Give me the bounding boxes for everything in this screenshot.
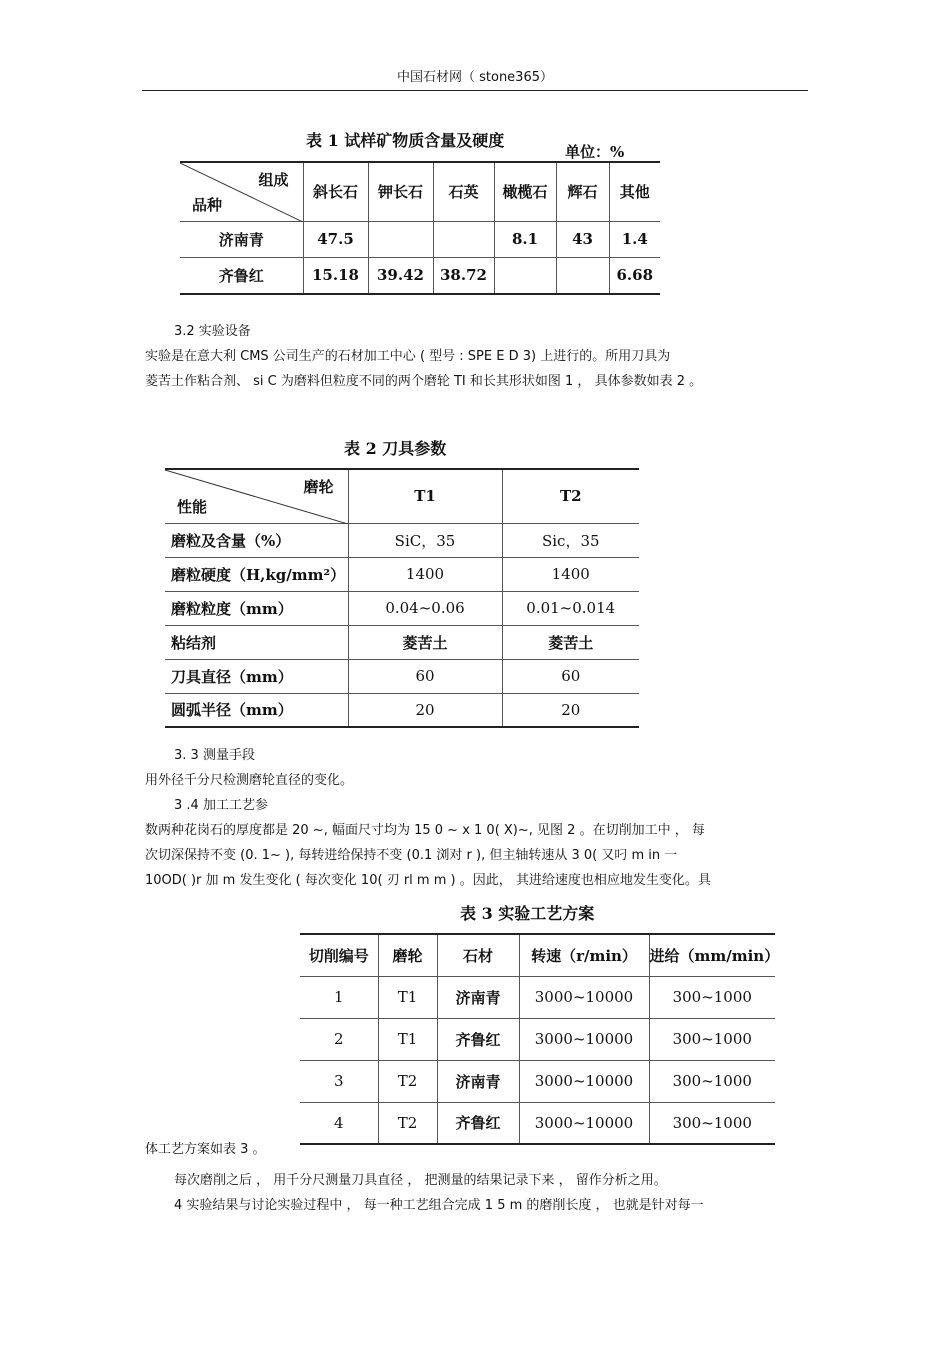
table2-cell: 0.01~0.014: [502, 591, 639, 625]
table3-cell: 3000~10000: [519, 1018, 649, 1060]
table-row: [165, 523, 639, 557]
table3-col-header: 进给（mm/min）: [649, 934, 775, 976]
table3-col-header: 石材: [437, 934, 519, 976]
table1-corner-cell: [180, 162, 303, 221]
table3-cell: 3000~10000: [519, 1060, 649, 1102]
section-3-2-heading: 3.2 实验设备: [174, 324, 251, 339]
table2: [165, 468, 639, 728]
table2-row-name: 磨粒硬度（H,kg/mm²）: [165, 557, 348, 591]
table3-cell: 1: [300, 976, 378, 1018]
table-row: [300, 976, 775, 1018]
table1-row-name: 齐鲁红: [180, 257, 303, 294]
section-3-4-line3: 10OD( )r 加 m 发生变化 ( 每次变化 10( 刃 rl m m ) 。因此， 其进给速度也相应地发生变化。具: [145, 873, 711, 888]
table2-row-name: 磨粒粒度（mm）: [165, 591, 348, 625]
section-3-4-heading: 3 .4 加工工艺参: [174, 798, 268, 813]
table2-cell: SiC，35: [348, 523, 502, 557]
table2-cell: 20: [561, 700, 581, 719]
table3-cell: 300~1000: [649, 1018, 775, 1060]
table3-cell: 3000~10000: [519, 976, 649, 1018]
table2-row-name: 磨粒及含量（%）: [165, 523, 348, 557]
table2-row-name: 粘结剂: [165, 625, 348, 659]
table2-cell: 1400: [502, 557, 639, 591]
table1-corner-bottom: 品种: [192, 195, 223, 214]
table2-row-name: 刀具直径（mm）: [165, 659, 348, 693]
table1-col-header: 橄榄石: [494, 162, 556, 221]
table2-row-name: 圆弧半径（mm）: [165, 693, 348, 727]
table3-cell: 3000~10000: [519, 1102, 649, 1144]
table1-cell: [368, 221, 433, 257]
table3-col-header: 磨轮: [378, 934, 437, 976]
table2-cell: 20: [348, 693, 502, 727]
table3-cell: T2: [378, 1102, 437, 1144]
table-row: [165, 659, 639, 693]
table3-cell: 齐鲁红: [437, 1102, 519, 1144]
table-row: [165, 693, 639, 727]
section-3-4-line1: 数两种花岗石的厚度都是 20 ~, 幅面尺寸均为 15 0 ~ x 1 0( X)~, 见图 2 。在切削加工中 ， 每: [145, 823, 705, 838]
table1-cell: 8.1: [494, 221, 556, 257]
table3-cell: 300~1000: [649, 976, 775, 1018]
table3-col-header: 切削编号: [300, 934, 378, 976]
table1-corner-top: 组成: [258, 171, 289, 189]
table2-col-header: T1: [348, 469, 502, 523]
table2-corner-bottom: 性能: [177, 497, 208, 516]
table3-cell: T2: [378, 1060, 437, 1102]
table-row: [180, 221, 660, 257]
table1-cell: 38.72: [433, 257, 494, 294]
table1-cell: 39.42: [368, 257, 433, 294]
table1-cell: [556, 257, 609, 294]
para-after-line2: 4 实验结果与讨论实验过程中 ， 每一种工艺组合完成 1 5 m 的磨削长度 ， 也就是针对每一: [174, 1198, 704, 1213]
table1-cell: 43: [556, 221, 609, 257]
table-row: [165, 557, 639, 591]
table1-col-header: 其他: [609, 162, 660, 221]
table1-col-header: 辉石: [556, 162, 609, 221]
table1: [180, 161, 660, 295]
table2-title: 表 2 刀具参数: [344, 439, 447, 458]
header-rule: [142, 90, 808, 91]
section-3-4-line4: 体工艺方案如表 3 。: [145, 1142, 266, 1157]
table2-corner-cell: [165, 469, 348, 523]
table1-col-header: 斜长石: [303, 162, 368, 221]
table3-cell: T1: [378, 1018, 437, 1060]
section-3-4-line2: 次切深保持不变 (0. 1~ ), 每转进给保持不变 (0.1 浏对 r ), 但主轴转速从 3 0( 又叼 m in 一: [145, 848, 678, 863]
table3-cell: 济南青: [437, 976, 519, 1018]
table-row: [300, 1018, 775, 1060]
table1-cell: 1.4: [609, 221, 660, 257]
table-row: [300, 1060, 775, 1102]
table3-cell: 4: [300, 1102, 378, 1144]
section-3-3-heading: 3. 3 测量手段: [174, 748, 255, 763]
table1-title: 表 1 试样矿物质含量及硬度: [306, 131, 505, 150]
table-row: [165, 625, 639, 659]
table-row: [300, 1102, 775, 1144]
table3-cell: 2: [300, 1018, 378, 1060]
table1-cell: [433, 221, 494, 257]
table3-cell: T1: [378, 976, 437, 1018]
table2-corner-top: 磨轮: [303, 478, 334, 496]
table3-cell: 齐鲁红: [437, 1018, 519, 1060]
table1-unit: 单位：%: [565, 143, 625, 161]
table1-cell: 47.5: [303, 221, 368, 257]
table3-col-header: 转速（r/min）: [519, 934, 649, 976]
table2-cell: 60: [348, 659, 502, 693]
table3-cell: 济南青: [437, 1060, 519, 1102]
para-after-line1: 每次磨削之后 ， 用千分尺测量刀具直径 ， 把测量的结果记录下来 ， 留作分析之用。: [174, 1173, 667, 1188]
table3: [300, 933, 780, 1145]
table3-cell: 300~1000: [672, 1113, 752, 1132]
table1-cell: 6.68: [616, 266, 654, 285]
table-row: [180, 257, 660, 294]
table2-col-header: T2: [502, 469, 639, 523]
table3-cell: 300~1000: [649, 1060, 775, 1102]
section-3-3-line1: 用外径千分尺检测磨轮直径的变化。: [145, 773, 354, 788]
table2-cell: 1400: [348, 557, 502, 591]
table3-title: 表 3 实验工艺方案: [460, 904, 595, 923]
page-header: 中国石材网（ stone365）: [396, 70, 553, 85]
table1-col-header: 石英: [433, 162, 494, 221]
table1-cell: 15.18: [303, 257, 368, 294]
table-row: [165, 591, 639, 625]
table2-cell: Sic，35: [502, 523, 639, 557]
table2-cell: 60: [502, 659, 639, 693]
table1-cell: [494, 257, 556, 294]
table2-cell: 0.04~0.06: [348, 591, 502, 625]
table1-col-header: 钾长石: [368, 162, 433, 221]
table3-cell: 3: [300, 1060, 378, 1102]
section-3-2-line1: 实验是在意大利 CMS 公司生产的石材加工中心 ( 型号 : SPE E D 3) 上进行的。所用刀具为: [145, 349, 671, 364]
section-3-2-line2: 菱苦土作粘合剂、 si C 为磨料但粒度不同的两个磨轮 TI 和长其形状如图 1 ， 具体参数如表 2 。: [145, 374, 703, 389]
table2-cell: 菱苦土: [502, 625, 639, 659]
table1-row-name: 济南青: [180, 221, 303, 257]
table2-cell: 菱苦土: [348, 625, 502, 659]
